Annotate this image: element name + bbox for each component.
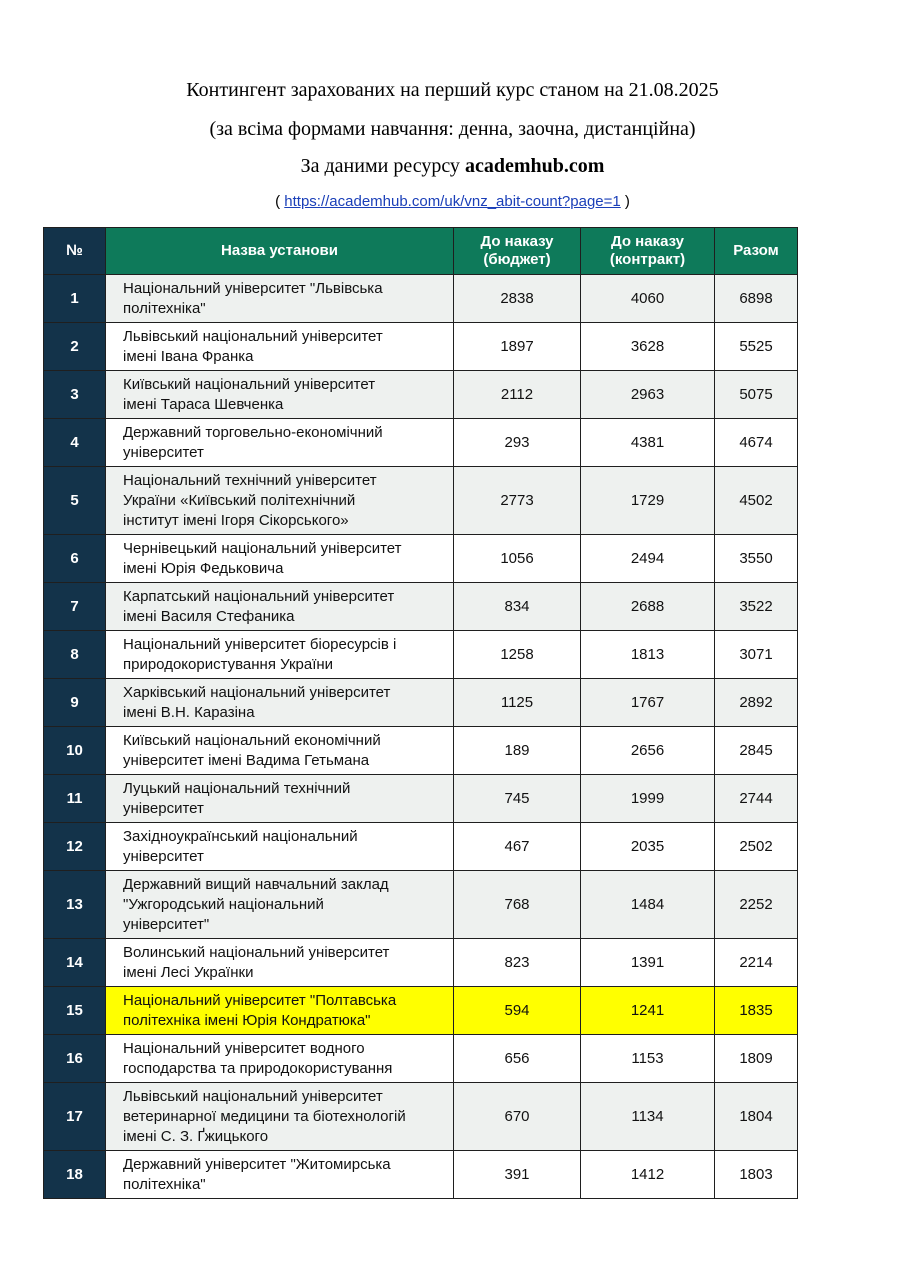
institution-name [106,631,454,679]
contract-value: 4060 [581,275,715,323]
source-link-line [0,193,905,210]
contract-value: 2494 [581,535,715,583]
table-row [44,775,798,823]
institution-name-line: Волинський національний університет [123,943,390,961]
table-row [44,323,798,371]
institution-name-line: Державний вищий навчальний заклад [123,875,389,893]
total-value: 5525 [715,323,798,371]
total-value: 1803 [715,1151,798,1199]
budget-value: 1125 [454,679,581,727]
total-value: 2502 [715,823,798,871]
institution-name [106,323,454,371]
row-number: 4 [44,419,106,467]
institution-name [106,727,454,775]
total-value: 1804 [715,1083,798,1151]
institution-name-line: Національний університет "Полтавська [123,991,397,1009]
row-number: 8 [44,631,106,679]
table-body [44,275,798,1199]
source-link[interactable]: https://academhub.com/uk/vnz_abit-count?page=1 [284,193,621,210]
institution-name-line: Державний торговельно-економічний [123,423,383,441]
header-total: Разом [715,228,798,275]
link-close-paren: ) [620,193,630,210]
header-name: Назва установи [106,228,454,275]
institution-name-line: імені В.Н. Каразіна [123,703,255,721]
budget-value: 1897 [454,323,581,371]
institution-name-line: університет [123,847,204,865]
table-row [44,631,798,679]
institution-name [106,1083,454,1151]
contract-value: 1241 [581,987,715,1035]
budget-value: 2838 [454,275,581,323]
budget-value: 2112 [454,371,581,419]
total-value: 3522 [715,583,798,631]
table-row [44,871,798,939]
row-number: 9 [44,679,106,727]
institution-name-line: імені Тараса Шевченка [123,395,284,413]
institution-name-line: імені Юрія Федьковича [123,559,284,577]
total-value: 3550 [715,535,798,583]
row-number: 18 [44,1151,106,1199]
institution-name [106,823,454,871]
row-number: 1 [44,275,106,323]
contract-value: 3628 [581,323,715,371]
table-row [44,823,798,871]
table-row [44,987,798,1035]
institution-name [106,939,454,987]
table-row [44,419,798,467]
institution-name-line: господарства та природокористування [123,1059,393,1077]
institution-name [106,679,454,727]
table-row [44,467,798,535]
institution-name-line: Луцький національний технічний [123,779,351,797]
contract-value: 2035 [581,823,715,871]
institution-name-line: університет [123,799,204,817]
header-contract [581,228,715,275]
contract-value: 1767 [581,679,715,727]
institution-name-line: Харківський національний університет [123,683,391,701]
institution-name-line: політехніка" [123,299,206,317]
header-budget-line1: До наказу [480,233,554,250]
contract-value: 1813 [581,631,715,679]
institution-name [106,871,454,939]
institution-name [106,535,454,583]
budget-value: 1258 [454,631,581,679]
document-subtitle: (за всіма формами навчання: денна, заочна, дистанційна) [209,118,696,140]
row-number: 5 [44,467,106,535]
institution-name [106,371,454,419]
row-number: 12 [44,823,106,871]
institution-name-line: політехніка імені Юрія Кондратюка" [123,1011,371,1029]
institution-name-line: України «Київський політехнічний [123,491,356,509]
budget-value: 670 [454,1083,581,1151]
table-row [44,583,798,631]
header-budget-line2: (бюджет) [483,251,551,268]
institution-name-line: Львівський національний університет [123,327,383,345]
institution-name-line: Карпатський національний університет [123,587,395,605]
institution-name-line: імені Василя Стефаника [123,607,295,625]
institution-name [106,419,454,467]
table-row [44,1035,798,1083]
total-value: 4502 [715,467,798,535]
total-value: 2252 [715,871,798,939]
contract-value: 1729 [581,467,715,535]
contract-value: 2656 [581,727,715,775]
table-row [44,275,798,323]
institution-name [106,583,454,631]
total-value: 1809 [715,1035,798,1083]
total-value: 4674 [715,419,798,467]
contract-value: 1999 [581,775,715,823]
institution-name [106,275,454,323]
row-number: 16 [44,1035,106,1083]
institution-name-line: Чернівецький національний університет [123,539,402,557]
budget-value: 823 [454,939,581,987]
institution-name-line: імені Лесі Українки [123,963,254,981]
total-value: 2892 [715,679,798,727]
header-contract-line2: (контракт) [609,251,686,268]
contract-value: 1134 [581,1083,715,1151]
total-value: 2214 [715,939,798,987]
row-number: 17 [44,1083,106,1151]
row-number: 7 [44,583,106,631]
institution-name-line: імені С. З. Ґжицького [123,1127,269,1145]
institution-name-line: університет імені Вадима Гетьмана [123,751,370,769]
institution-name [106,775,454,823]
contract-value: 1412 [581,1151,715,1199]
budget-value: 768 [454,871,581,939]
institution-name-line: інститут імені Ігоря Сікорського» [123,511,349,529]
total-value: 2744 [715,775,798,823]
total-value: 5075 [715,371,798,419]
row-number: 3 [44,371,106,419]
table-header-row [44,228,798,275]
budget-value: 293 [454,419,581,467]
total-value: 6898 [715,275,798,323]
contract-value: 1391 [581,939,715,987]
contract-value: 2688 [581,583,715,631]
institution-name-line: Західноукраїнський національний [123,827,358,845]
document-title: Контингент зарахованих на перший курс станом на 21.08.2025 [186,79,719,101]
budget-value: 467 [454,823,581,871]
table-row [44,371,798,419]
institution-name-line: природокористування України [123,655,334,673]
institution-name-line: Державний університет "Житомирська [123,1155,391,1173]
source-prefix: За даними ресурсу [300,155,465,177]
institution-name [106,467,454,535]
budget-value: 594 [454,987,581,1035]
table-row [44,679,798,727]
total-value: 2845 [715,727,798,775]
row-number: 2 [44,323,106,371]
institution-name-line: Київський національний економічний [123,731,381,749]
source-name: academhub.com [464,155,605,177]
institution-name-line: ветеринарної медицини та біотехнологій [123,1107,406,1125]
institution-name-line: університет [123,443,204,461]
row-number: 15 [44,987,106,1035]
contract-value: 1153 [581,1035,715,1083]
contract-value: 1484 [581,871,715,939]
budget-value: 1056 [454,535,581,583]
institution-name-line: Львівський національний університет [123,1087,383,1105]
source-line [0,155,905,178]
contract-value: 2963 [581,371,715,419]
institution-name-line: "Ужгородський національний [123,895,324,913]
row-number: 10 [44,727,106,775]
table-row [44,1151,798,1199]
contract-value: 4381 [581,419,715,467]
row-number: 14 [44,939,106,987]
institution-name-line: Національний університет водного [123,1039,365,1057]
budget-value: 2773 [454,467,581,535]
header-contract-line1: До наказу [610,233,685,250]
header-budget [454,228,581,275]
institution-name-line: Київський національний університет [123,375,376,393]
table-row [44,535,798,583]
institution-name-line: Національний технічний університет [123,471,377,489]
row-number: 6 [44,535,106,583]
institution-name-line: університет" [123,915,210,933]
institution-name [106,987,454,1035]
header-num: № [44,228,106,275]
budget-value: 745 [454,775,581,823]
budget-value: 391 [454,1151,581,1199]
institution-name-line: політехніка" [123,1175,206,1193]
link-open-paren: ( [275,193,285,210]
enrollment-table [43,227,798,1199]
table-row [44,939,798,987]
institution-name [106,1151,454,1199]
table-row [44,1083,798,1151]
institution-name-line: Національний університет "Львівська [123,279,383,297]
budget-value: 656 [454,1035,581,1083]
row-number: 11 [44,775,106,823]
total-value: 1835 [715,987,798,1035]
institution-name-line: імені Івана Франка [123,347,254,365]
institution-name-line: Національний університет біоресурсів і [123,635,397,653]
institution-name [106,1035,454,1083]
budget-value: 834 [454,583,581,631]
row-number: 13 [44,871,106,939]
table-row [44,727,798,775]
total-value: 3071 [715,631,798,679]
budget-value: 189 [454,727,581,775]
